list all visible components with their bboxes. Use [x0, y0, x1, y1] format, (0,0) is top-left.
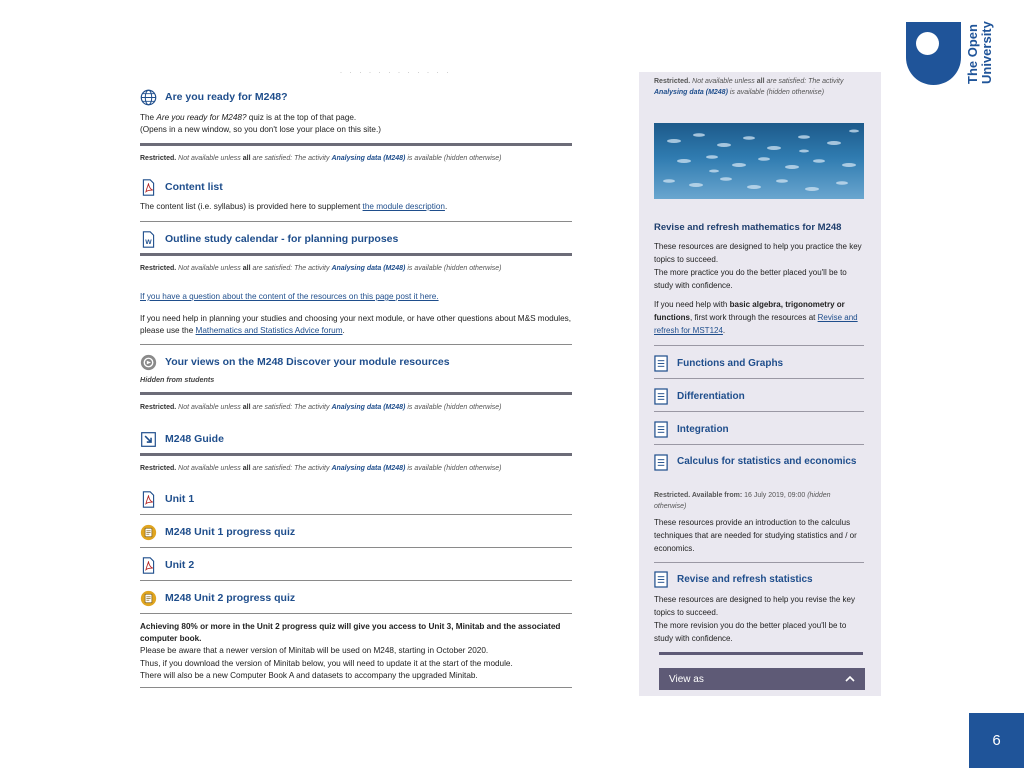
m248-guide-link[interactable]: M248 Guide [165, 433, 224, 445]
your-views-link[interactable]: Your views on the M248 Discover your module resources [165, 356, 450, 368]
svg-text:W: W [145, 238, 152, 246]
functions-graphs-link[interactable]: Functions and Graphs [677, 358, 784, 369]
section-divider [659, 652, 863, 655]
section-divider [140, 392, 572, 395]
unit-2-quiz-link[interactable]: M248 Unit 2 progress quiz [165, 592, 296, 604]
document-icon [654, 571, 669, 588]
revise-math-intro: These resources are designed to help you practice the key topics to succeed. The more practice you do the better placed you'll be to study with confidence. [654, 242, 862, 290]
advice-forum-link[interactable]: Mathematics and Statistics Advice forum [195, 326, 343, 335]
document-icon [654, 388, 669, 405]
analysing-data-link[interactable]: Analysing data (M248) [331, 265, 406, 272]
globe-icon [140, 89, 157, 106]
advice-paragraph: If you need help in planning your studies and choosing your next module, or have other questions about M&S modules, please use the Mathematics and Statistics Advice forum. [140, 314, 572, 335]
ready-description: The Are you ready for M248? quiz is at the top of that page. (Opens in a new window, so you don't lose your place on this site.) [140, 113, 381, 134]
course-content-column [140, 70, 572, 700]
content-list-link[interactable]: Content list [165, 181, 223, 193]
analysing-data-link[interactable]: Analysing data (M248) [331, 404, 406, 411]
document-icon [654, 355, 669, 372]
logo-wordmark: The Open University [965, 21, 994, 84]
revise-stats-link[interactable]: Revise and refresh statistics [677, 574, 813, 585]
question-forum-link[interactable]: If you have a question about the content of the resources on this page post it here. [140, 292, 439, 301]
slide-page-number: 6 [969, 713, 1024, 768]
document-icon [654, 421, 669, 438]
restriction-note: Restricted. Not available unless all are satisfied: The activity Analysing data (M248) is available (hidden otherwise) [140, 265, 502, 272]
activity-m248-guide [140, 430, 572, 448]
study-calendar-link[interactable]: Outline study calendar - for planning purposes [165, 233, 399, 245]
word-document-icon [140, 231, 157, 248]
restriction-note: Restricted. Not available unless all are satisfied: The activity Analysing data (M248) is available (hidden otherwise) [140, 404, 502, 411]
content-list-description: The content list (i.e. syllabus) is provided here to supplement the module description. [140, 202, 448, 211]
calculus-description: These resources provide an introduction to the calculus techniques that are needed for studying statistics and / or economics. [654, 518, 857, 553]
quiz-icon [140, 524, 157, 541]
analysing-data-link[interactable]: Analysing data (M248) [331, 465, 406, 472]
revise-stats-description: These resources are designed to help you revise the key topics to succeed. The more revision you do the better placed you'll be to study with confidence. [654, 595, 856, 643]
revise-math-heading: Revise and refresh mathematics for M248 [654, 222, 842, 233]
revise-math-help: If you need help with basic algebra, trigonometry or functions, first work through the resources at Revise and refresh for MST124. [654, 300, 858, 335]
revise-math-section [654, 222, 864, 337]
revise-stats-item[interactable] [654, 571, 864, 588]
cropped-text-fragment: · · · · · · · · · · · · [340, 70, 452, 76]
activity-unit-1-quiz [140, 523, 572, 541]
activity-ready-for-m248 [140, 88, 572, 135]
unit-1-link[interactable]: Unit 1 [165, 493, 195, 505]
chevron-up-icon [845, 675, 855, 683]
activity-study-calendar [140, 230, 572, 248]
pdf-icon [140, 491, 157, 508]
integration-item[interactable] [654, 421, 864, 438]
section-divider [140, 253, 572, 256]
minitab-access-note: Achieving 80% or more in the Unit 2 progress quiz will give you access to Unit 3, Minitab and the associated computer book. Please be aware that a newer version of Minitab will be used on M248, starting in October 2020. Thus, if you download the version of Minitab below, you will need to update it at the start of the module. There will also be a new Computer Book A and datasets to accompany the upgraded Minitab. [140, 622, 561, 680]
item-divider [140, 514, 572, 515]
restriction-note: Restricted. Not available unless all are satisfied: The activity Analysing data (M248) is available (hidden otherwise) [140, 465, 502, 472]
functions-graphs-item[interactable] [654, 355, 864, 372]
mst124-link[interactable]: Revise and refresh for MST124 [654, 313, 858, 335]
quiz-icon [140, 590, 157, 607]
analysing-data-link[interactable]: Analysing data (M248) [654, 89, 728, 96]
unit-2-link[interactable]: Unit 2 [165, 559, 195, 571]
analysing-data-link[interactable]: Analysing data (M248) [331, 155, 406, 162]
side-restriction-note: Restricted. Not available unless all are satisfied: The activity Analysing data (M248) is available (hidden otherwise) [654, 78, 844, 96]
activity-unit-1 [140, 490, 572, 508]
open-university-logo [906, 22, 1001, 88]
view-as-dropdown[interactable] [659, 668, 865, 690]
section-divider [140, 143, 572, 146]
item-divider [140, 221, 572, 222]
fish-shoal-banner-image [654, 123, 864, 199]
pdf-icon [140, 179, 157, 196]
fish-shoal-illustration [654, 123, 864, 199]
item-divider [140, 580, 572, 581]
restriction-note: Restricted. Not available unless all are satisfied: The activity Analysing data (M248) is available (hidden otherwise) [140, 155, 502, 162]
module-description-link[interactable]: the module description [362, 202, 445, 211]
hidden-note: Hidden from students [140, 375, 215, 384]
document-icon [654, 454, 669, 471]
question-forum-link-row [140, 291, 572, 303]
item-divider [654, 345, 864, 346]
item-divider [654, 411, 864, 412]
view-as-label: View as [669, 673, 704, 685]
calculus-link[interactable]: Calculus for statistics and economics [677, 456, 857, 467]
differentiation-link[interactable]: Differentiation [677, 391, 745, 402]
differentiation-item[interactable] [654, 388, 864, 405]
calculus-restriction-note: Restricted. Available from: 16 July 2019, 09:00 (hidden otherwise) [654, 492, 831, 510]
unit-1-quiz-link[interactable]: M248 Unit 1 progress quiz [165, 526, 296, 538]
url-arrow-icon [140, 431, 157, 448]
activity-your-views [140, 353, 572, 384]
item-divider [140, 687, 572, 688]
section-divider [140, 453, 572, 456]
side-panel-revise-refresh [639, 72, 881, 696]
item-divider [140, 344, 572, 345]
pdf-icon [140, 557, 157, 574]
item-divider [654, 378, 864, 379]
item-divider [140, 547, 572, 548]
feedback-icon [140, 354, 157, 371]
item-divider [654, 562, 864, 563]
ready-link[interactable]: Are you ready for M248? [165, 91, 288, 103]
item-divider [140, 613, 572, 614]
activity-unit-2 [140, 556, 572, 574]
integration-link[interactable]: Integration [677, 424, 729, 435]
calculus-item[interactable] [654, 454, 864, 471]
ou-shield-icon [906, 22, 961, 85]
item-divider [654, 444, 864, 445]
activity-content-list [140, 178, 572, 213]
activity-unit-2-quiz [140, 589, 572, 607]
